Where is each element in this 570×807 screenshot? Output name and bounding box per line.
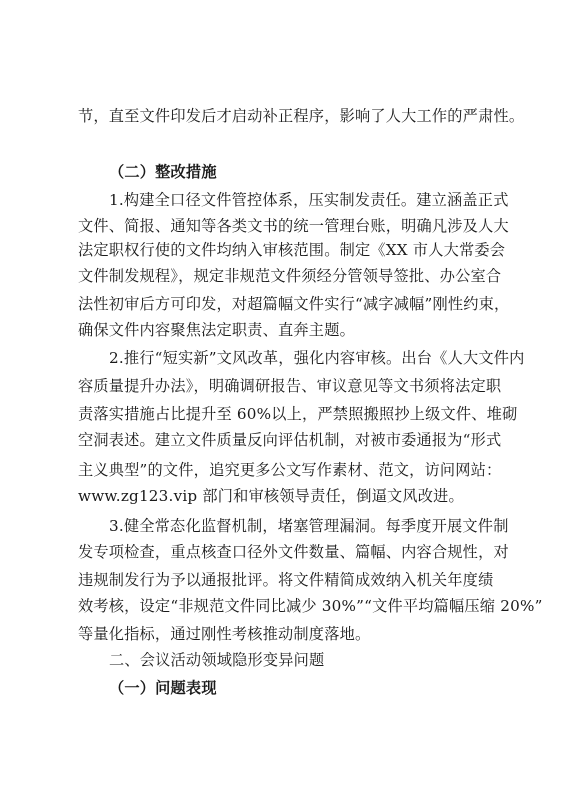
paragraph-line: 法定职权行使的文件均纳入审核范围。制定《XX 市人大常委会 [78, 241, 506, 259]
paragraph-line: 文件制发规程》，规定非规范文件须经分管领导签批、办公室合 [78, 267, 502, 285]
paragraph-line: 2.推行“短实新”文风改革，强化内容审核。出台《人大文件内 [109, 349, 525, 367]
paragraph-line: 节，直至文件印发后才启动补正程序，影响了人大工作的严肃性。 [78, 107, 525, 125]
section-heading: 二、会议活动领域隐形变异问题 [109, 651, 325, 669]
paragraph-line: 容质量提升办法》，明确调研报告、审议意见等文书须将法定职 [78, 377, 502, 395]
paragraph-line: 发专项检查，重点核查口径外文件数量、篇幅、内容合规性，对 [78, 543, 509, 561]
paragraph-line: 责落实措施占比提升至 60%以上，严禁照搬照抄上级文件、堆砌 [78, 405, 518, 423]
paragraph-line: 文件、简报、通知等各类文书的统一管理台账，明确凡涉及人大 [78, 217, 509, 235]
paragraph-line: 空洞表述。建立文件质量反向评估机制，对被市委通报为“形式 [78, 431, 502, 449]
paragraph-line: 法性初审后方可印发，对超篇幅文件实行“减字减幅”刚性约束， [78, 295, 510, 313]
paragraph-line: 3.健全常态化监督机制，堵塞管理漏洞。每季度开展文件制 [109, 517, 509, 535]
paragraph-line: 效考核，设定“非规范文件同比减少 30%”“文件平均篇幅压缩 20%” [78, 597, 543, 615]
paragraph-line: 1.构建全口径文件管控体系，压实制发责任。建立涵盖正式 [109, 191, 509, 209]
paragraph-line: 确保文件内容聚焦法定职责、直奔主题。 [78, 321, 355, 339]
paragraph-line: www.zg123.vip 部门和审核领导责任，倒逼文风改进。 [78, 487, 464, 505]
paragraph-line: 等量化指标，通过刚性考核推动制度落地。 [78, 625, 371, 643]
paragraph-line: 主义典型”的文件，追究更多公文写作素材、范文，访问网站： [78, 461, 502, 479]
section-heading: （二）整改措施 [109, 163, 217, 181]
paragraph-line: 违规制发行为予以通报批评。将文件精简成效纳入机关年度绩 [78, 571, 494, 589]
subsection-heading: （一）问题表现 [109, 679, 217, 697]
